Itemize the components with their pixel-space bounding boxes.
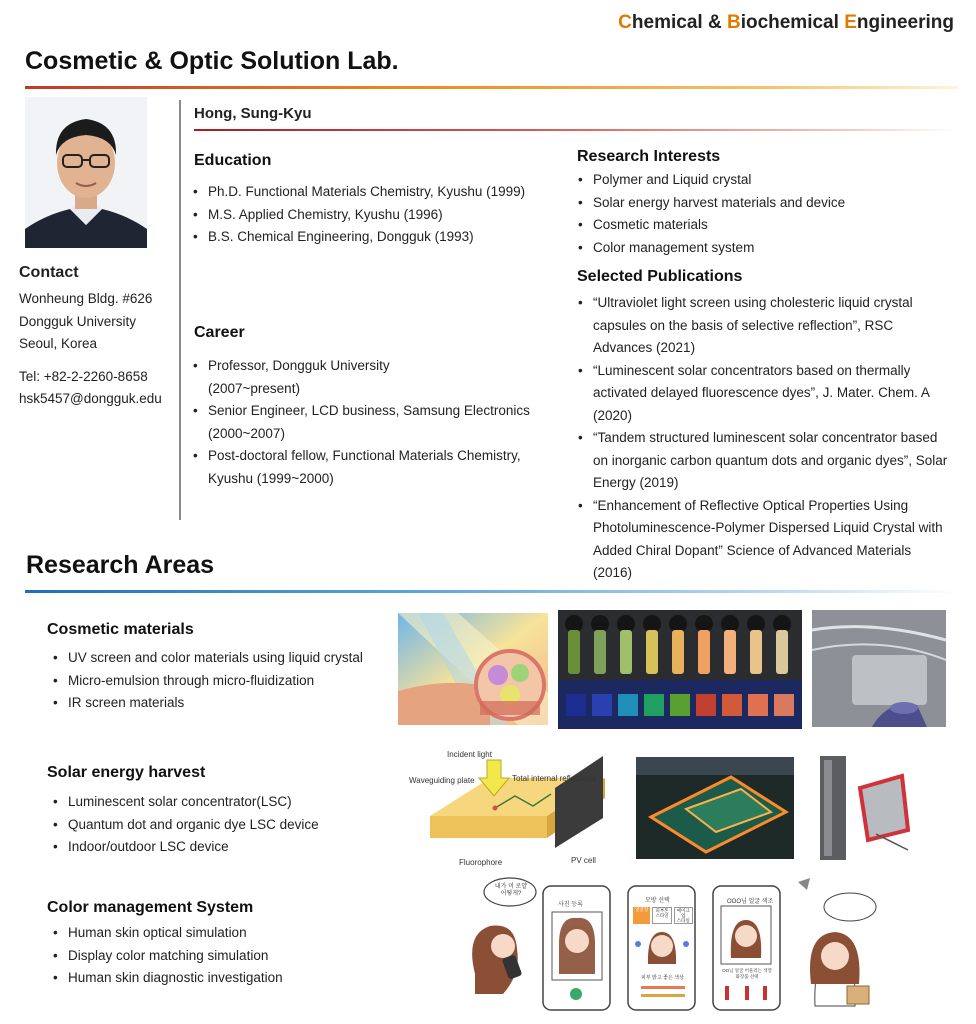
portrait-illustration (25, 97, 147, 248)
title-divider (25, 86, 958, 89)
building-lsc-photo (816, 754, 912, 860)
list-item: • UV screen and color materials using liquid crystal (52, 647, 392, 670)
phone2-title: 모방 선택 (645, 898, 670, 904)
lsc-glow-photo (636, 757, 794, 859)
list-item: • “Ultraviolet light screen using cholesteric liquid crystal capsules on the basis of selective reflection”, RSC Advances (2021) (577, 292, 952, 360)
solar-list (52, 791, 392, 859)
list-item: • M.S. Applied Chemistry, Kyushu (1996) (192, 204, 562, 227)
research-interests-heading: Research Interests (577, 148, 721, 165)
career-heading: Career (194, 324, 245, 341)
research-areas-divider (25, 590, 958, 593)
department-name (618, 12, 954, 34)
list-item: • Senior Engineer, LCD business, Samsung Electronics (2000~2007) (192, 400, 552, 445)
list-item: • Polymer and Liquid crystal (577, 169, 957, 192)
phone3-title: OOO님 얼굴 색조 (727, 899, 774, 905)
cosmetic-list (52, 647, 392, 715)
list-item: • “Tandem structured luminescent solar concentrator based on inorganic carbon quantum dots and organic dyes”, Solar Energy (2019) (577, 427, 952, 495)
contact-phone: Tel: +82-2-2260-8658 (19, 369, 148, 384)
list-item: • Ph.D. Functional Materials Chemistry, Kyushu (1999) (192, 181, 562, 204)
lab-title: Cosmetic & Optic Solution Lab. (25, 47, 399, 75)
color-heading: Color management System (47, 899, 254, 916)
list-item: • Human skin optical simulation (52, 922, 392, 945)
department-part-biochemical: iochemical (740, 12, 845, 33)
profile-vertical-divider (179, 100, 181, 520)
publications-list (577, 292, 952, 585)
department-initial-b: B (726, 12, 741, 33)
contact-heading: Contact (19, 264, 79, 281)
liquid-crystal-samples-photo (558, 610, 802, 729)
list-item: • Display color matching simulation (52, 945, 392, 968)
profile-photo (25, 97, 147, 248)
career-list (192, 355, 552, 490)
department-part-engineering: ngineering (856, 12, 954, 33)
lsc-label-fluorophore: Fluorophore (459, 858, 503, 867)
list-item: • Post-doctoral fellow, Functional Materials Chemistry, Kyushu (1999~2000) (192, 445, 552, 490)
lsc-diagram (405, 748, 605, 870)
research-areas-heading: Research Areas (26, 551, 215, 579)
uv-skin-illustration (398, 613, 548, 725)
contact-building: Wonheung Bldg. #626 (19, 291, 153, 306)
list-item: • Cosmetic materials (577, 214, 957, 237)
education-list (192, 181, 562, 249)
list-item: • Human skin diagnostic investigation (52, 967, 392, 990)
speech-bubble-text: 내가 머 로얄 어떻게? (494, 884, 528, 897)
list-item: • B.S. Chemical Engineering, Dongguk (1993) (192, 226, 562, 249)
solar-heading: Solar energy harvest (47, 764, 206, 781)
list-item: • Color management system (577, 237, 957, 260)
department-initial-e: E (844, 12, 857, 33)
publications-heading: Selected Publications (577, 268, 743, 285)
department-initial-c: C (618, 12, 632, 33)
department-part-chemical: hemical (631, 12, 703, 33)
color-app-illustration (455, 874, 880, 1012)
list-item: • Professor, Dongguk University (2007~present) (192, 355, 423, 400)
name-divider (194, 129, 958, 131)
phone2-tab-makeup: 메이크업 스타일 (674, 907, 693, 924)
education-heading: Education (194, 152, 272, 169)
contact-university: Dongguk University (19, 314, 137, 329)
lsc-label-waveguiding-plate: Waveguiding plate (409, 776, 475, 785)
microfluidic-device-photo (812, 610, 946, 727)
lsc-label-pv-cell: PV cell (571, 856, 596, 865)
list-item: • Solar energy harvest materials and device (577, 192, 957, 215)
phone2-tab-skin-tone: 피부톤 스타일 (652, 907, 671, 924)
person-name: Hong, Sung-Kyu (194, 105, 312, 122)
list-item: • IR screen materials (52, 692, 392, 715)
phone2-tab-face-shape: 얼굴형 (633, 907, 650, 924)
lsc-label-incident-light: Incident light (447, 750, 492, 759)
cosmetic-heading: Cosmetic materials (47, 621, 194, 638)
list-item: • Luminescent solar concentrator(LSC) (52, 791, 392, 814)
contact-email: hsk5457@dongguk.edu (19, 391, 162, 406)
phone3-caption: OO님 얼굴 어울리는 색깔 화장품 선택 (722, 968, 772, 979)
list-item: • “Enhancement of Reflective Optical Properties Using Photoluminescence-Polymer Dispersed Liquid Crystal with Added Chiral Dopant” Science of Advanced Materials (2016) (577, 495, 952, 585)
list-item: • Micro-emulsion through micro-fluidization (52, 670, 392, 693)
list-item: • Indoor/outdoor LSC device (52, 836, 392, 859)
department-separator: & (702, 12, 727, 33)
contact-city: Seoul, Korea (19, 336, 98, 351)
phone1-title: 사진 등록 (558, 902, 583, 908)
phone2-caption: 피부 밝고 좋은 색상 (641, 975, 684, 981)
research-interests-list (577, 169, 957, 259)
color-list (52, 922, 392, 990)
phone2-tabs (633, 907, 693, 924)
list-item: • Quantum dot and organic dye LSC device (52, 814, 392, 837)
list-item: • “Luminescent solar concentrators based on thermally activated delayed fluorescence dyes”, J. Mater. Chem. A (2020) (577, 360, 952, 428)
lsc-label-total-internal-reflections: Total internal reflections (512, 774, 597, 783)
